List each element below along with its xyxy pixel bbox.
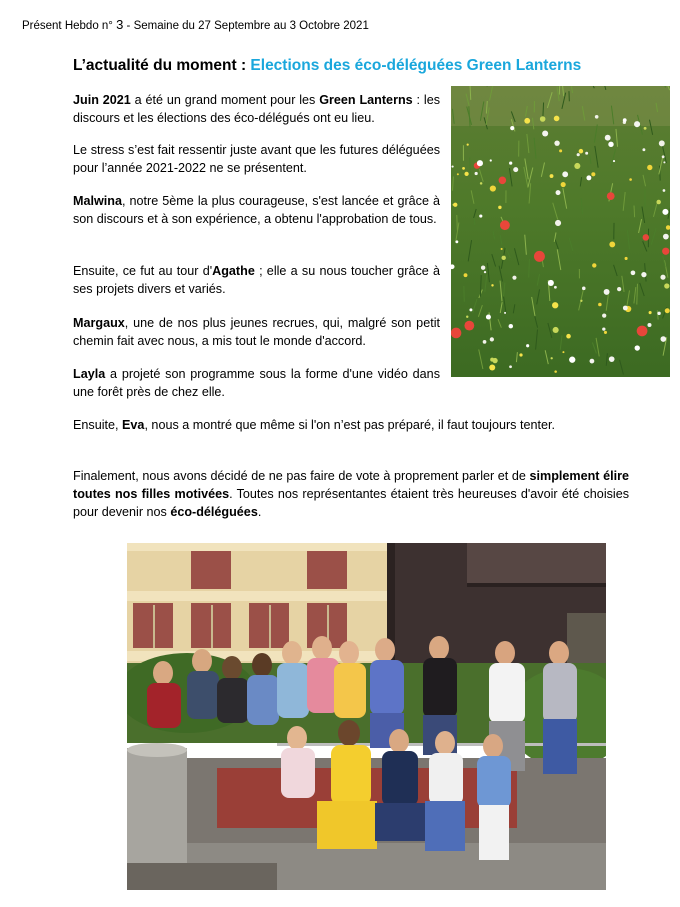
header-dates: - Semaine du 27 Septembre au 3 Octobre 2021: [126, 20, 369, 32]
text: Ensuite, ce fut au tour d': [73, 264, 213, 278]
text: .: [257, 505, 262, 519]
bold-date: Juin 2021: [73, 93, 131, 107]
page-header: [22, 17, 369, 32]
paragraph-7: [73, 416, 629, 434]
bold-phrase: éco-déléguées: [170, 505, 258, 519]
bold-name: Eva: [122, 418, 145, 432]
paragraph-3: [73, 192, 440, 228]
title-highlight: Elections des éco-déléguées Green Lanterns: [250, 57, 582, 74]
paragraph-1: [73, 91, 440, 127]
text: , notre 5ème la plus courageuse, s'est lancée et grâce à son discours et à son expérience, a obtenu l'approbation de tous.: [73, 194, 440, 226]
text: Le stress s’est fait ressentir juste avant que les futures déléguées pour l’année 2021-2022 ne se présentent.: [73, 143, 440, 175]
text: , nous a montré que même si l'on n’est pas préparé, il faut toujours tenter.: [144, 418, 555, 432]
bold-phrase: simplement élire toutes nos filles motivées: [73, 469, 629, 501]
text: ; elle a su nous toucher grâce à ses projets divers et variés.: [73, 264, 440, 296]
bold-name: Margaux: [73, 316, 125, 330]
text: . Toutes nos représentantes étaient très heureuses d'avoir été choisies pour devenir nos: [73, 487, 630, 519]
paragraph-5: [73, 314, 440, 350]
issue-number: 3: [116, 17, 124, 32]
header-prefix: Présent Hebdo n°: [22, 20, 113, 32]
text: a projeté son programme sous la forme d'une vidéo dans une forêt près de chez elle.: [73, 367, 440, 399]
text: , une de nos plus jeunes recrues, qui, malgré son petit chemin fait avec nous, a mis tout le monde d'accord.: [73, 316, 440, 348]
text: Ensuite,: [73, 418, 123, 432]
bold-club-name: Green Lanterns: [319, 93, 413, 107]
paragraph-6: [73, 365, 440, 401]
bold-name: Agathe: [212, 264, 255, 278]
paragraph-2: [73, 141, 440, 177]
bold-name: Layla: [73, 367, 106, 381]
paragraph-8: [73, 467, 629, 521]
text: : les discours et les élections des éco-délégués ont eu lieu.: [73, 93, 440, 125]
text: Finalement, nous avons décidé de ne pas faire de vote à proprement parler et de: [73, 469, 530, 483]
paragraph-4: [73, 262, 440, 298]
bold-name: Malwina: [73, 194, 122, 208]
title-lead: L’actualité du moment :: [73, 57, 247, 74]
text: a été un grand moment pour les: [130, 93, 320, 107]
article-title: [73, 57, 633, 75]
group-photo: [127, 543, 606, 890]
wildflower-meadow-photo: [451, 86, 670, 377]
